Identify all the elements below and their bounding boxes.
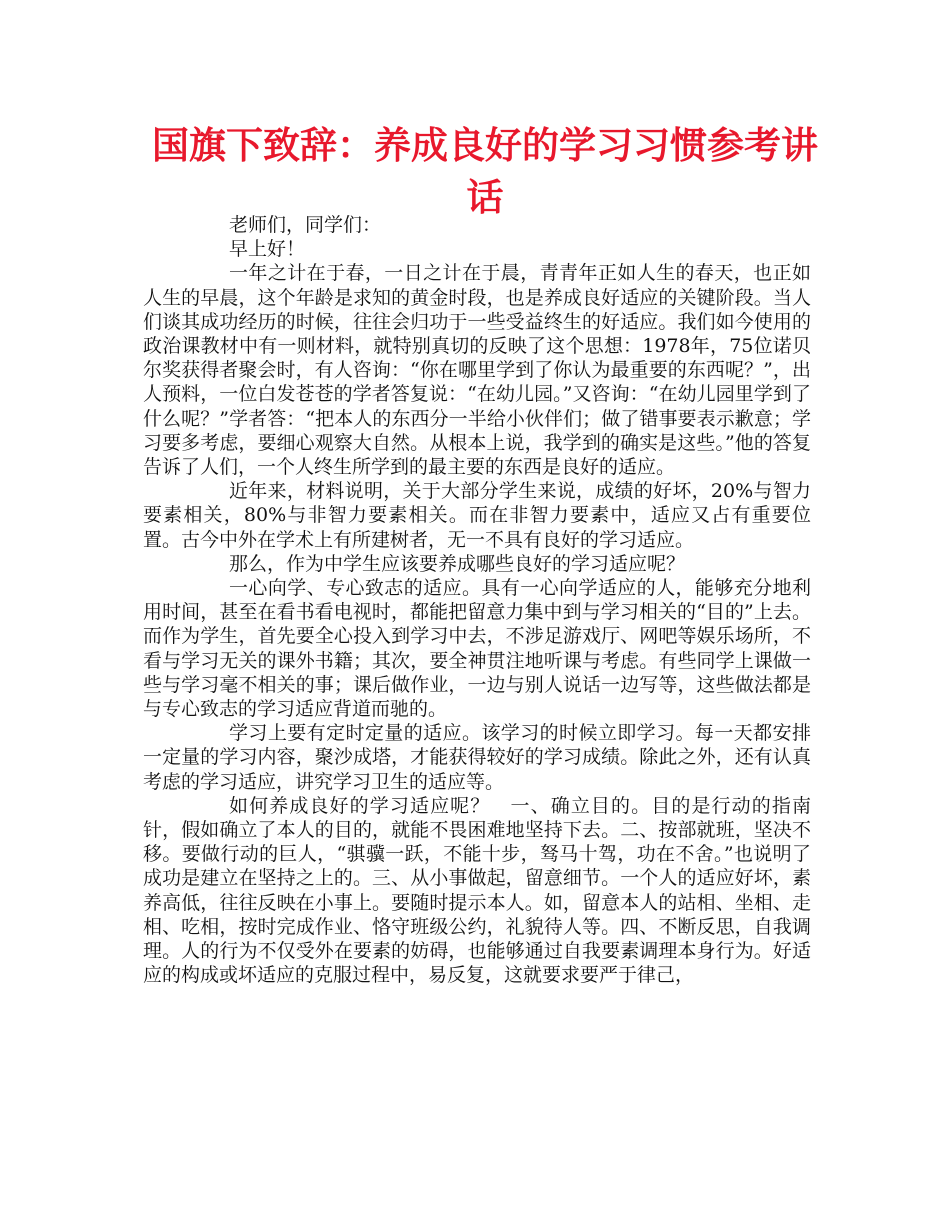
- paragraph: 近年来，材料说明，关于大部分学生来说，成绩的好坏，20%与智力要素相关，80%与非智力要素相关。而在非智力要素中，适应又占有重要位置。古今中外在学术上有所建树者，无一不具有良好的学习适应。: [143, 480, 811, 551]
- document-body: [143, 213, 811, 988]
- paragraph: 学习上要有定时定量的适应。该学习的时候立即学习。每一天都安排一定量的学习内容，聚沙成塔，才能获得较好的学习成绩。除此之外，还有认真考虑的学习适应，讲究学习卫生的适应等。: [143, 722, 811, 793]
- paragraph: 一心向学、专心致志的适应。具有一心向学适应的人，能够充分地利用时间，甚至在看书看电视时，都能把留意力集中到与学习相关的“目的”上去。而作为学生，首先要全心投入到学习中去，不涉足游戏厅、网吧等娱乐场所，不看与学习无关的课外书籍；其次，要全神贯注地听课与考虑。有些同学上课做一些与学习毫不相关的事；课后做作业，一边与别人说话一边写等，这些做法都是与专心致志的学习适应背道而驰的。: [143, 577, 811, 721]
- document-title: 国旗下致辞：养成良好的学习习惯参考讲话: [152, 124, 818, 219]
- paragraph: 那么，作为中学生应该要养成哪些良好的学习适应呢？: [229, 552, 686, 575]
- paragraph: 如何养成良好的学习适应呢？ 一、确立目的。目的是行动的指南针，假如确立了本人的目的，就能不畏困难地坚持下去。二、按部就班，坚决不移。要做行动的巨人，“骐骥一跃，不能十步，驽马十驾，功在不舍。”也说明了成功是建立在坚持之上的。三、从小事做起，留意细节。一个人的适应好坏，素养高低，往往反映在小事上。要随时提示本人。如，留意本人的站相、坐相、走相、吃相，按时完成作业、恪守班级公约，礼貌待人等。四、不断反思，自我调理。人的行为不仅受外在要素的妨碍，也能够通过自我要素调理本身行为。好适应的构成或坏适应的克服过程中，易反复，这就要求要严于律己，: [143, 794, 811, 987]
- paragraph-morning: 早上好！: [229, 238, 306, 261]
- paragraph-greeting: 老师们，同学们：: [229, 214, 382, 236]
- paragraph: 一年之计在于春，一日之计在于晨，青青年正如人生的春天，也正如人生的早晨，这个年龄是求知的黄金时段，也是养成良好适应的关键阶段。当人们谈其成功经历的时候，往往会归功于一些受益终生的好适应。我们如今使用的政治课教材中有一则材料，就特别真切的反映了这个思想：1978年，75位诺贝尔奖获得者聚会时，有人咨询：“你在哪里学到了你认为最重要的东西呢？”，出人预料，一位白发苍苍的学者答复说：“在幼儿园。”又咨询：“在幼儿园里学到了什么呢？”学者答：“把本人的东西分一半给小伙伴们；做了错事要表示歉意；学习要多考虑，要细心观察大自然。从根本上说，我学到的确实是这些。”他的答复告诉了人们，一个人终生所学到的最主要的东西是良好的适应。: [143, 262, 811, 479]
